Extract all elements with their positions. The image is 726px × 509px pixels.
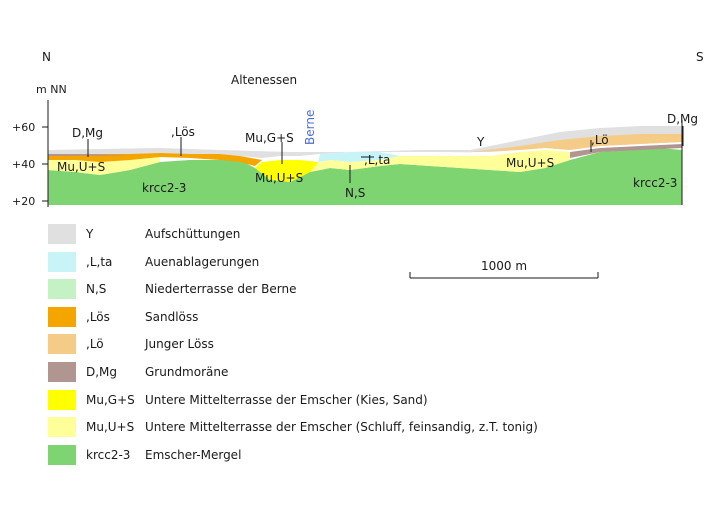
legend-code: N,S — [86, 282, 107, 297]
legend-label: Aufschüttungen — [145, 227, 241, 241]
legend-label: Untere Mittelterrasse der Emscher (Schluff, feinsandig, z.T. tonig) — [145, 420, 538, 435]
legend-swatch — [48, 417, 76, 437]
label-los-left: ,Lös — [171, 125, 195, 139]
legend-swatch — [48, 334, 76, 354]
label-mus-left: Mu,U+S — [57, 160, 106, 174]
legend-code: D,Mg — [86, 364, 118, 379]
legend-label: Sandlöss — [145, 309, 199, 324]
label-krcc-left: krcc2-3 — [142, 181, 187, 195]
legend-label: Untere Mittelterrasse der Emscher (Kies, Sand) — [145, 392, 428, 407]
legend-swatch — [48, 279, 76, 299]
legend-swatch — [48, 445, 76, 465]
label-y: Y — [477, 135, 485, 149]
label-mugs: Mu,G+S — [245, 131, 294, 145]
tick-label-60: +60 — [12, 121, 36, 134]
legend-label: Emscher-Mergel — [145, 447, 242, 462]
legend-code: Mu,G+S — [86, 392, 135, 407]
legend-label: Niederterrasse der Berne — [145, 282, 297, 297]
label-mus-center: Mu,U+S — [255, 171, 304, 185]
legend-swatch — [48, 390, 76, 410]
label-lo-right: ,Lö — [591, 133, 609, 147]
legend-label: Grundmoräne — [145, 364, 229, 379]
scale-bar — [410, 259, 598, 278]
legend-code: krcc2-3 — [86, 447, 131, 462]
legend-swatch — [48, 252, 76, 272]
legend-code: Mu,U+S — [86, 420, 135, 435]
river-name: Berne — [303, 109, 317, 145]
legend-swatch — [48, 307, 76, 327]
compass-north: N — [42, 50, 51, 64]
legend-label: Junger Löss — [145, 337, 214, 352]
tick-label-40: +40 — [12, 158, 36, 171]
compass-south: S — [696, 50, 704, 64]
legend-code: ,Lös — [86, 309, 110, 324]
legend-code: ,L,ta — [86, 254, 113, 269]
axis-unit: m NN — [36, 83, 67, 96]
label-mus-right: Mu,U+S — [506, 156, 555, 170]
label-krcc-right: krcc2-3 — [633, 176, 678, 190]
scale-bar-label: 1000 m — [481, 259, 528, 273]
legend-code: Y — [86, 227, 94, 241]
place-name: Altenessen — [231, 73, 298, 87]
label-dmg-right: D,Mg — [667, 112, 699, 126]
label-dmg-left: D,Mg — [72, 126, 104, 140]
label-ns: N,S — [345, 186, 366, 200]
label-lta: ,L,ta — [364, 153, 391, 167]
legend-code: ,Lö — [86, 337, 104, 352]
tick-label-20: +20 — [12, 195, 36, 208]
legend-label: Auenablagerungen — [145, 254, 260, 269]
legend-swatch — [48, 362, 76, 382]
legend-swatch — [48, 224, 76, 244]
